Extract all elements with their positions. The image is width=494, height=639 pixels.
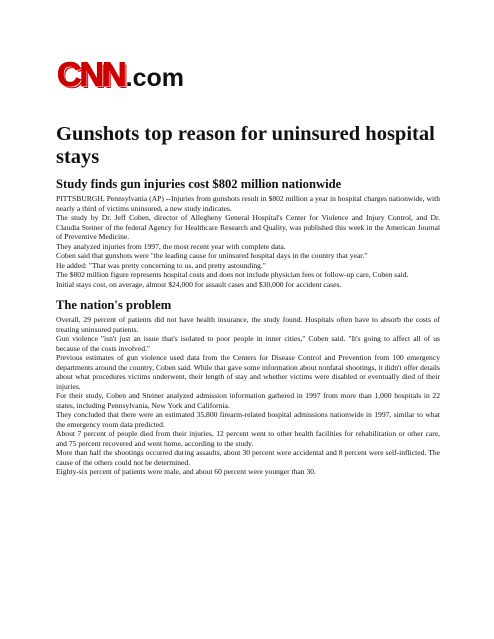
article-body-section-2	[56, 315, 440, 477]
cnn-logo	[57, 56, 184, 92]
article-body-section-1	[56, 194, 440, 289]
logo-mark: CNN	[57, 56, 125, 94]
logo-suffix: .com	[125, 64, 185, 92]
paragraph: The study by Dr. Jeff Coben, director of Allegheny General Hospital's Center for Violence and Injury Control, and Dr. Claudia Steiner of the federal Agency for Healthcare Research and Quality, was published this week in the American Journal of Preventive Medicine.	[56, 213, 440, 241]
paragraph: They analyzed injuries from 1997, the most recent year with complete data.	[56, 241, 286, 251]
paragraph: About 7 percent of people died from their injuries, 12 percent went to other health facilities for rehabilitation or other care, and 75 percent recovered and went home, according to the study.	[56, 429, 440, 448]
paragraph: He added: "That was pretty concerning to us, and pretty astounding."	[56, 260, 266, 270]
paragraph: More than half the shootings occurred during assaults, about 30 percent were accidental and 8 percent were self-inflicted. The cause of the others could not be determined.	[56, 448, 440, 467]
paragraph: Eighty-six percent of patients were male, and about 60 percent were younger than 30.	[56, 467, 316, 476]
paragraph: For their study, Coben and Steiner analyzed admission information gathered in 1997 from more than 1,000 hospitals in 22 states, including Pennsylvania, New York and California.	[56, 391, 440, 410]
paragraph: Overall, 29 percent of patients did not have health insurance, the study found. Hospitals often have to absorb the costs of treating uninsured patients.	[56, 315, 440, 334]
paragraph: Initial stays cost, on average, almost $24,000 for assault cases and $30,000 for accident cases.	[56, 279, 342, 289]
paragraph: Coben said that gunshots were "the leading cause for uninsured hospital days in the country that year."	[56, 251, 368, 260]
paragraph: PITTSBURGH, Pennsylvania (AP) --Injuries from gunshots result in $802 million a year in hospital charges nationwide, with nearly a third of victims uninsured, a new study indicates.	[56, 194, 440, 213]
headline: Gunshots top reason for uninsured hospital stays	[56, 123, 435, 168]
subheadline: Study finds gun injuries cost $802 million nationwide	[56, 177, 342, 191]
paragraph: They concluded that there were an estimated 35,800 firearm-related hospital admissions nationwide in 1997, similar to what the emergency room data predicted.	[56, 410, 440, 429]
paragraph: Previous estimates of gun violence used data from the Centers for Disease Control and Prevention from 100 emergency departments around the country, Coben said. While that gave some information about nonfatal shootings, it didn't offer details about what procedures victims underwent, their length of stay and whether victims were disabled or eventually died of their injuries.	[56, 353, 440, 391]
paragraph: Gun violence "isn't just an issue that's isolated to poor people in inner cities," Coben said. "It's going to affect all of us because of the costs involved."	[56, 334, 440, 353]
paragraph: The $802 million figure represents hospital costs and does not include physician fees or follow-up care, Coben said.	[56, 270, 409, 279]
section-heading: The nation's problem	[56, 298, 172, 312]
